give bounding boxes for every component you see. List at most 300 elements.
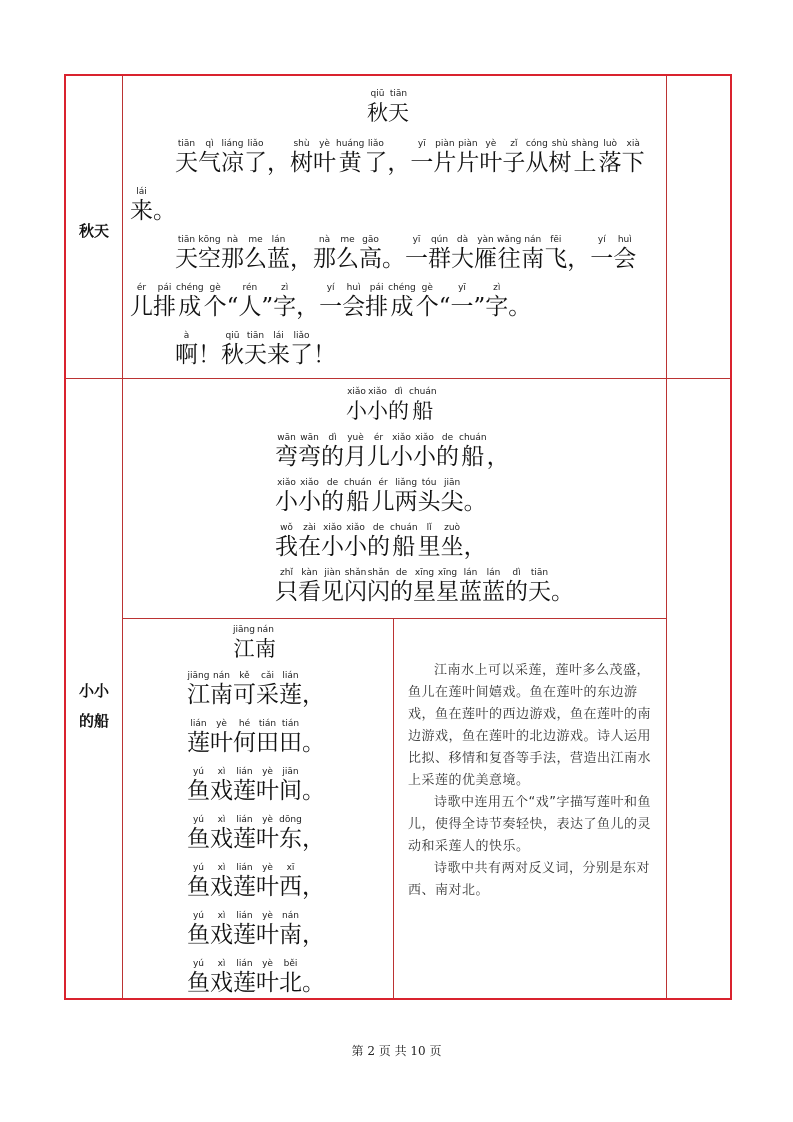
hanzi: 采 <box>256 682 279 708</box>
hanzi: 小 <box>321 534 344 560</box>
hanzi: 一 <box>405 246 428 272</box>
hanzi: 。 <box>153 198 176 224</box>
ruby-char <box>367 432 390 470</box>
hanzi: 秋 <box>367 101 388 125</box>
ruby-char <box>279 718 302 756</box>
hanzi: 小 <box>344 534 367 560</box>
hanzi: 黄 <box>338 150 362 176</box>
pinyin: liáng <box>221 139 244 149</box>
pinyin <box>567 234 590 246</box>
hanzi: 一 <box>319 294 343 320</box>
ruby-char <box>367 522 390 560</box>
hanzi: 来 <box>130 198 153 224</box>
pinyin: jiāng <box>233 625 255 635</box>
ruby-char <box>459 567 482 605</box>
hanzi: 儿 <box>371 489 395 515</box>
ruby-char <box>275 432 298 470</box>
ruby-char <box>210 718 233 756</box>
ruby-char <box>390 432 413 470</box>
ruby-char <box>344 432 367 470</box>
pinyin: tóu <box>421 478 437 488</box>
ruby-char <box>599 138 622 176</box>
poem-explanation <box>408 660 662 902</box>
poem-line <box>187 814 325 852</box>
ruby-char <box>152 234 175 272</box>
hanzi: 排 <box>153 294 176 320</box>
ruby-char <box>152 138 175 176</box>
hanzi: 南 <box>521 246 545 272</box>
pinyin <box>152 234 175 246</box>
pinyin <box>227 282 239 294</box>
ruby-char <box>451 282 474 320</box>
ruby-char <box>267 234 290 272</box>
pinyin: xià <box>626 139 640 149</box>
ruby-char <box>336 234 359 272</box>
hanzi: ！ <box>313 342 336 368</box>
ruby-char <box>464 477 487 515</box>
ruby-char <box>365 282 388 320</box>
hanzi: ， <box>267 150 290 176</box>
hanzi <box>152 342 175 368</box>
ruby-char <box>210 814 233 852</box>
pinyin: lián <box>282 671 299 681</box>
hanzi: 坐 <box>440 534 464 560</box>
ruby-char <box>590 234 613 272</box>
ruby-char <box>221 138 244 176</box>
hanzi: 莲 <box>233 874 256 900</box>
ruby-char <box>244 234 267 272</box>
hanzi: 高 <box>359 246 382 272</box>
ruby-char <box>342 282 365 320</box>
pinyin: gè <box>209 283 221 293</box>
ruby-char <box>152 330 175 368</box>
pinyin: xì <box>217 815 226 825</box>
hanzi: 叶 <box>210 730 233 756</box>
pinyin: yí <box>326 283 335 293</box>
explanation-paragraph: 诗歌中连用五个“戏”字描写莲叶和鱼儿，使得全诗节奏轻快，表达了鱼儿的灵动和采莲人的快乐。 <box>408 795 652 854</box>
column-divider <box>122 76 123 998</box>
ruby-char <box>372 477 395 515</box>
ruby-char <box>279 670 302 708</box>
pinyin: à <box>183 331 190 341</box>
hanzi: ” <box>261 294 274 320</box>
pinyin: tiān <box>389 89 408 99</box>
ruby-char <box>413 432 436 470</box>
hanzi: 的 <box>321 444 344 470</box>
hanzi: 星 <box>436 579 459 605</box>
ruby-char <box>302 910 325 948</box>
ruby-char <box>302 766 325 804</box>
pinyin <box>302 718 325 730</box>
hanzi: 鱼 <box>187 874 210 900</box>
pinyin: zì <box>493 283 501 293</box>
hanzi: 片 <box>456 150 480 176</box>
poem-line <box>187 958 325 996</box>
ruby-char <box>302 958 325 996</box>
hanzi: 凉 <box>221 150 244 176</box>
ruby-char <box>233 814 256 852</box>
ruby-char <box>482 567 505 605</box>
pinyin: luò <box>603 139 618 149</box>
hanzi: ， <box>463 534 487 560</box>
hanzi: ， <box>567 246 591 272</box>
ruby-char <box>233 670 256 708</box>
hanzi: 莲 <box>187 730 210 756</box>
ruby-char <box>388 88 409 126</box>
pinyin: fēi <box>550 235 562 245</box>
ruby-char <box>388 282 416 320</box>
hanzi: 叶 <box>256 874 279 900</box>
pinyin: xiǎo <box>368 387 387 397</box>
hanzi: 叶 <box>256 970 279 996</box>
hanzi: 船 <box>412 399 434 423</box>
ruby-char <box>187 958 210 996</box>
pinyin: yè <box>262 815 273 825</box>
hanzi: 戏 <box>210 826 233 852</box>
ruby-char <box>244 138 267 176</box>
ruby-char <box>279 814 302 852</box>
pinyin: yú <box>192 911 205 921</box>
hanzi: 上 <box>573 150 597 176</box>
ruby-char <box>210 862 233 900</box>
pinyin: xiǎo <box>347 387 366 397</box>
hanzi: 啊 <box>175 342 198 368</box>
hanzi: 船 <box>392 534 416 560</box>
ruby-char <box>227 282 239 320</box>
ruby-char <box>290 234 313 272</box>
ruby-char <box>279 958 302 996</box>
pinyin: kě <box>239 671 250 681</box>
ruby-char <box>364 138 387 176</box>
pinyin <box>302 814 325 826</box>
ruby-char <box>273 282 296 320</box>
hanzi: 只 <box>275 579 298 605</box>
ruby-char <box>175 330 198 368</box>
hanzi: 了 <box>364 150 388 176</box>
pinyin: chuán <box>390 523 418 533</box>
pinyin: yè <box>319 139 330 149</box>
ruby-char <box>418 477 441 515</box>
hanzi: 小 <box>390 444 413 470</box>
pinyin: yè <box>262 863 273 873</box>
pinyin: zǐ <box>510 139 518 149</box>
pinyin <box>302 862 325 874</box>
pinyin: xiǎo <box>415 433 434 443</box>
ruby-char <box>296 282 319 320</box>
hanzi: 么 <box>336 246 359 272</box>
pinyin: zì <box>281 283 289 293</box>
ruby-char <box>130 282 153 320</box>
pinyin: de <box>441 433 454 443</box>
pinyin: de <box>372 523 385 533</box>
hanzi: 星 <box>413 579 436 605</box>
hanzi: 。 <box>302 970 325 996</box>
ruby-char <box>528 567 551 605</box>
ruby-char <box>187 766 210 804</box>
hanzi: 戏 <box>210 922 233 948</box>
ruby-char <box>210 910 233 948</box>
poem-line <box>187 766 325 804</box>
pinyin: chuán <box>409 387 437 397</box>
ruby-char <box>233 958 256 996</box>
hanzi: “ <box>438 294 451 320</box>
ruby-char <box>321 477 344 515</box>
poem-title-little-boat <box>346 386 437 424</box>
hanzi: 我 <box>275 534 298 560</box>
pinyin: yí <box>597 235 606 245</box>
poem-line <box>275 477 487 515</box>
ruby-char <box>176 282 204 320</box>
hanzi: 。 <box>551 579 574 605</box>
ruby-char <box>198 138 221 176</box>
ruby-char <box>613 234 636 272</box>
pinyin: yuè <box>347 433 364 443</box>
pinyin: me <box>340 235 355 245</box>
hanzi: 雁 <box>474 246 497 272</box>
ruby-char <box>474 282 486 320</box>
ruby-char <box>313 330 336 368</box>
pinyin: liǎo <box>293 331 310 341</box>
hanzi: 叶 <box>256 826 279 852</box>
pinyin: xiǎo <box>392 433 411 443</box>
explanation-paragraph: 诗歌中共有两对反义词，分别是东对西、南对北。 <box>408 861 651 898</box>
ruby-char <box>187 670 210 708</box>
pinyin: xiǎo <box>300 478 319 488</box>
ruby-char <box>313 138 336 176</box>
pinyin: ér <box>373 433 384 443</box>
pinyin: xīng <box>414 568 435 578</box>
hanzi: 片 <box>433 150 457 176</box>
pinyin: shǎn <box>367 568 390 578</box>
pinyin <box>296 282 319 294</box>
pinyin: qún <box>430 235 449 245</box>
pinyin: yī <box>417 139 426 149</box>
hanzi: 戏 <box>210 874 233 900</box>
hanzi: 成 <box>390 294 414 320</box>
hanzi: 江 <box>233 637 255 661</box>
pinyin: de <box>395 568 408 578</box>
pinyin <box>152 138 175 150</box>
ruby-char <box>256 718 279 756</box>
pinyin: xì <box>217 911 226 921</box>
pinyin: wǒ <box>280 523 293 533</box>
hanzi: 田 <box>279 730 302 756</box>
hanzi: 空 <box>198 246 221 272</box>
pinyin <box>302 910 325 922</box>
ruby-char <box>130 186 153 224</box>
hanzi: 天 <box>528 579 551 605</box>
hanzi: 见 <box>321 579 344 605</box>
ruby-char <box>244 330 267 368</box>
hanzi: 鱼 <box>187 970 210 996</box>
hanzi: 了 <box>244 150 267 176</box>
ruby-char <box>302 862 325 900</box>
pinyin: liǎo <box>367 139 384 149</box>
ruby-char <box>336 138 364 176</box>
hanzi: 南 <box>210 682 233 708</box>
pinyin: lián <box>236 959 253 969</box>
page-footer: 第 2 页 共 10 页 <box>351 1044 442 1058</box>
ruby-char <box>275 522 298 560</box>
ruby-char <box>256 670 279 708</box>
hanzi: 小 <box>346 399 367 423</box>
pinyin: qì <box>205 139 214 149</box>
hanzi: 看 <box>298 579 321 605</box>
pinyin: zuò <box>444 523 461 533</box>
hanzi: 来 <box>267 342 290 368</box>
hanzi: 下 <box>621 150 645 176</box>
hanzi: 鱼 <box>187 922 210 948</box>
pinyin <box>302 958 325 970</box>
ruby-char <box>256 910 279 948</box>
hanzi: 从 <box>525 150 549 176</box>
ruby-char <box>275 567 298 605</box>
pinyin: yú <box>192 815 205 825</box>
ruby-char <box>344 522 367 560</box>
hanzi: 的 <box>367 534 390 560</box>
ruby-char <box>302 670 325 708</box>
ruby-char <box>298 567 321 605</box>
ruby-char <box>367 386 388 424</box>
hanzi <box>152 246 175 272</box>
poem-line <box>275 522 487 560</box>
pinyin: lái <box>273 331 284 341</box>
hanzi: 字 <box>485 294 509 320</box>
pinyin: cǎi <box>261 671 274 681</box>
pinyin: yè <box>262 959 273 969</box>
hanzi: ！ <box>198 342 221 368</box>
hanzi: 天 <box>175 150 198 176</box>
hanzi: “ <box>226 294 239 320</box>
poem-line <box>275 432 510 470</box>
ruby-char <box>487 432 510 470</box>
ruby-char <box>502 138 525 176</box>
ruby-char <box>382 234 405 272</box>
pinyin: xì <box>217 863 226 873</box>
ruby-char <box>313 234 336 272</box>
pinyin: lán <box>463 568 478 578</box>
pinyin <box>551 567 574 579</box>
ruby-char <box>233 766 256 804</box>
pinyin: piàn <box>435 139 455 149</box>
pinyin: ér <box>378 478 388 488</box>
pinyin <box>387 138 410 150</box>
pinyin: piàn <box>458 139 478 149</box>
hanzi: 小 <box>298 489 321 515</box>
hanzi: 成 <box>178 294 202 320</box>
pinyin: tián <box>281 719 300 729</box>
pinyin: liǎng <box>395 478 418 488</box>
pinyin: tiān <box>177 235 196 245</box>
ruby-char <box>571 138 598 176</box>
pinyin: jiān <box>443 478 461 488</box>
hanzi: 的 <box>436 444 459 470</box>
pinyin <box>313 330 336 342</box>
hanzi: 闪 <box>367 579 390 605</box>
hanzi: 南 <box>279 922 302 948</box>
ruby-char <box>256 862 279 900</box>
pinyin: lái <box>136 187 147 197</box>
ruby-char <box>428 234 451 272</box>
ruby-char <box>390 522 418 560</box>
pinyin: yú <box>192 959 205 969</box>
ruby-char <box>221 330 244 368</box>
ruby-char <box>544 234 567 272</box>
pinyin: shù <box>551 139 568 149</box>
pinyin: lián <box>190 719 207 729</box>
pinyin: jiāng <box>187 671 210 681</box>
pinyin: chuán <box>459 433 487 443</box>
pinyin: xì <box>217 959 226 969</box>
poem-line <box>187 718 325 756</box>
pinyin: lián <box>236 863 253 873</box>
poem-line <box>275 567 574 605</box>
hanzi: 儿 <box>130 294 153 320</box>
pinyin: zhǐ <box>280 568 293 578</box>
hanzi: 弯 <box>275 444 298 470</box>
ruby-char <box>153 186 176 224</box>
pinyin: yè <box>262 911 273 921</box>
ruby-char <box>175 138 198 176</box>
hanzi: 蓝 <box>267 246 290 272</box>
pinyin <box>198 330 221 342</box>
ruby-char <box>413 567 436 605</box>
hanzi: 可 <box>233 682 256 708</box>
hanzi: 气 <box>198 150 221 176</box>
hanzi: 的 <box>388 399 409 423</box>
hanzi: 。 <box>382 246 405 272</box>
hanzi: ， <box>302 682 325 708</box>
ruby-char <box>279 862 302 900</box>
ruby-char <box>474 234 497 272</box>
ruby-char <box>388 386 409 424</box>
pinyin <box>508 282 531 294</box>
pinyin: me <box>248 235 263 245</box>
pinyin: lián <box>236 911 253 921</box>
pinyin: wān <box>300 433 319 443</box>
pinyin: de <box>326 478 339 488</box>
ruby-char <box>418 522 441 560</box>
ruby-char <box>436 567 459 605</box>
ruby-char <box>410 138 433 176</box>
pinyin: tiān <box>246 331 265 341</box>
pinyin: tiān <box>177 139 196 149</box>
ruby-char <box>175 234 198 272</box>
hanzi: 会 <box>342 294 366 320</box>
hanzi: 。 <box>463 489 487 515</box>
ruby-char <box>302 814 325 852</box>
ruby-char <box>187 910 210 948</box>
pinyin: ér <box>136 283 147 293</box>
hanzi: 小 <box>275 489 298 515</box>
ruby-char <box>387 138 410 176</box>
hanzi: 了 <box>290 342 313 368</box>
pinyin: lián <box>236 815 253 825</box>
hanzi: 莲 <box>279 682 302 708</box>
pinyin: pái <box>369 283 384 293</box>
ruby-char <box>187 718 210 756</box>
hanzi: 戏 <box>210 970 233 996</box>
pinyin: cóng <box>525 139 548 149</box>
ruby-char <box>233 718 256 756</box>
ruby-char <box>567 234 590 272</box>
pinyin: wān <box>277 433 296 443</box>
ruby-char <box>221 234 244 272</box>
hanzi: ， <box>296 294 320 320</box>
pinyin: yú <box>192 863 205 873</box>
hanzi: 子 <box>502 150 526 176</box>
hanzi: 叶 <box>313 150 336 176</box>
